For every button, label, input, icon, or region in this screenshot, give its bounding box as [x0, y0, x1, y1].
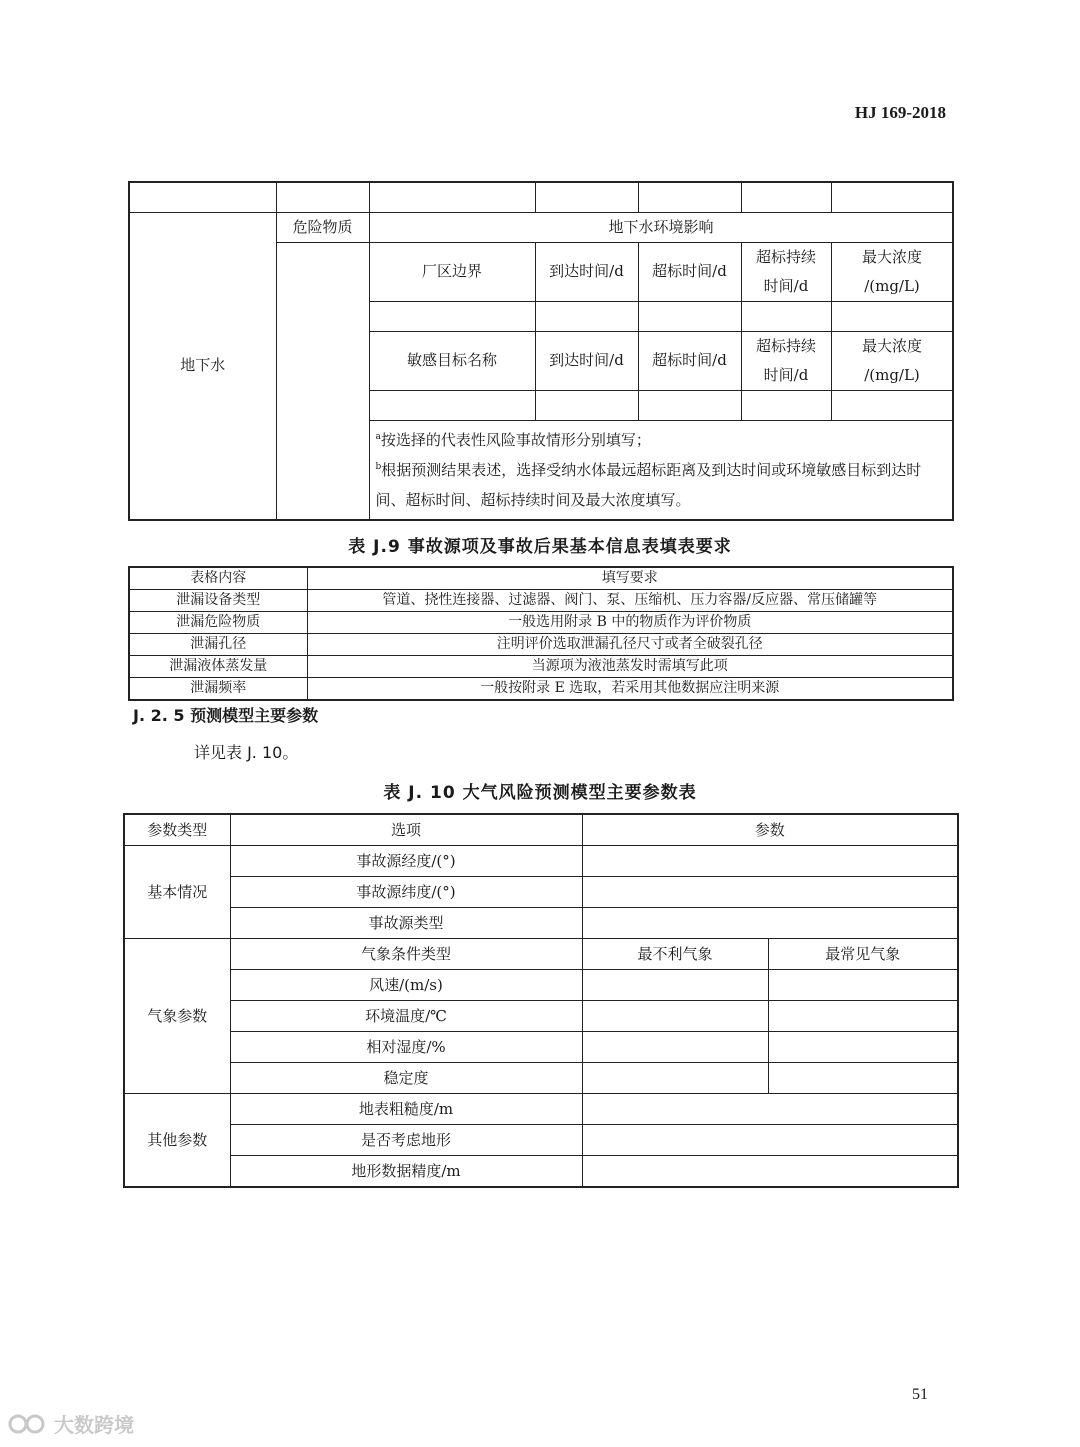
section-text: 详见表 J. 10。: [194, 743, 299, 762]
max-conc-cell: 最大浓度 /(mg/L): [831, 331, 953, 390]
table-header-row: [124, 814, 958, 846]
table-cell: 一般选用附录 B 中的物质作为评价物质: [307, 612, 953, 634]
table-j10-caption: 表 J. 10 大气风险预测模型主要参数表: [383, 783, 697, 803]
option-cell: 稳定度: [230, 1063, 582, 1094]
table-cell: 泄漏设备类型: [129, 590, 307, 612]
watermark-logo-icon: [8, 1412, 48, 1436]
column-header: 选项: [230, 814, 582, 846]
table-row: [129, 612, 953, 634]
groundwater-impact-table: [128, 181, 954, 521]
option-cell: 是否考虑地形: [230, 1125, 582, 1156]
group-label: 气象参数: [124, 939, 230, 1094]
column-header: 最常见气象: [768, 939, 958, 970]
table-row: [124, 846, 958, 877]
section-heading: J. 2. 5 预测模型主要参数: [133, 706, 319, 725]
watermark: [8, 1409, 134, 1438]
table-cell: 一般按附录 E 选取，若采用其他数据应注明来源: [307, 678, 953, 701]
exceed-duration-cell: 超标持续 时间/d: [741, 331, 831, 390]
table-row: [124, 1156, 958, 1188]
column-header: 表格内容: [129, 567, 307, 590]
table-notes: $^a$按选择的代表性风险事故情形分别填写； $^b$根据预测结果表述，选择受纳水体最远超标距离及到达时间或环境敏感目标到达时间、超标时间、超标持续时间及最大浓度填写。: [369, 420, 953, 520]
sensitive-target-cell: 敏感目标名称: [369, 331, 535, 390]
max-conc-cell: 最大浓度 /(mg/L): [831, 242, 953, 301]
table-row: [124, 1094, 958, 1125]
column-header: 填写要求: [307, 567, 953, 590]
table-row: [129, 182, 953, 212]
table-row: [124, 1032, 958, 1063]
arrival-time-cell: 到达时间/d: [535, 242, 638, 301]
table-row: [124, 877, 958, 908]
table-cell: 泄漏危险物质: [129, 612, 307, 634]
exceed-time-cell: 超标时间/d: [638, 331, 741, 390]
option-cell: 地表粗糙度/m: [230, 1094, 582, 1125]
group-label: 基本情况: [124, 846, 230, 939]
table-j9-caption: 表 J.9 事故源项及事故后果基本信息表填表要求: [348, 537, 732, 557]
hazard-header: 危险物质: [276, 212, 369, 242]
table-cell: 当源项为液池蒸发时需填写此项: [307, 656, 953, 678]
impact-header: 地下水环境影响: [369, 212, 953, 242]
option-cell: 事故源纬度/(°): [230, 877, 582, 908]
table-row: [124, 1001, 958, 1032]
group-label: 其他参数: [124, 1094, 230, 1188]
table-j9: [128, 566, 954, 701]
table-cell: 注明评价选取泄漏孔径尺寸或者全破裂孔径: [307, 634, 953, 656]
standard-number: HJ 169-2018: [854, 103, 946, 122]
option-cell: 事故源经度/(°): [230, 846, 582, 877]
table-row: [124, 970, 958, 1001]
option-cell: 相对湿度/%: [230, 1032, 582, 1063]
table-row: [129, 590, 953, 612]
exceed-time-cell: 超标时间/d: [638, 242, 741, 301]
table-row: [124, 939, 958, 970]
column-header: 参数类型: [124, 814, 230, 846]
exceed-duration-cell: 超标持续 时间/d: [741, 242, 831, 301]
option-cell: 环境温度/℃: [230, 1001, 582, 1032]
table-cell: 管道、挠性连接器、过滤器、阀门、泵、压缩机、压力容器/反应器、常压储罐等: [307, 590, 953, 612]
table-row: [129, 656, 953, 678]
table-row: [124, 1063, 958, 1094]
table-row: [129, 678, 953, 701]
table-row: [124, 1125, 958, 1156]
page-number: 51: [912, 1386, 928, 1403]
table-row: [124, 908, 958, 939]
table-j10: [123, 813, 959, 1188]
table-cell: 泄漏频率: [129, 678, 307, 701]
table-row: [129, 212, 953, 242]
column-header: 参数: [582, 814, 958, 846]
option-cell: 地形数据精度/m: [230, 1156, 582, 1188]
option-cell: 事故源类型: [230, 908, 582, 939]
table-cell: 泄漏液体蒸发量: [129, 656, 307, 678]
table-header-row: [129, 567, 953, 590]
groundwater-label: 地下水: [129, 212, 276, 520]
table-row: [129, 634, 953, 656]
plant-boundary-cell: 厂区边界: [369, 242, 535, 301]
option-cell: 气象条件类型: [230, 939, 582, 970]
table-cell: 泄漏孔径: [129, 634, 307, 656]
column-header: 最不利气象: [582, 939, 768, 970]
watermark-text: 大数跨境: [54, 1413, 134, 1437]
option-cell: 风速/(m/s): [230, 970, 582, 1001]
arrival-time-cell: 到达时间/d: [535, 331, 638, 390]
